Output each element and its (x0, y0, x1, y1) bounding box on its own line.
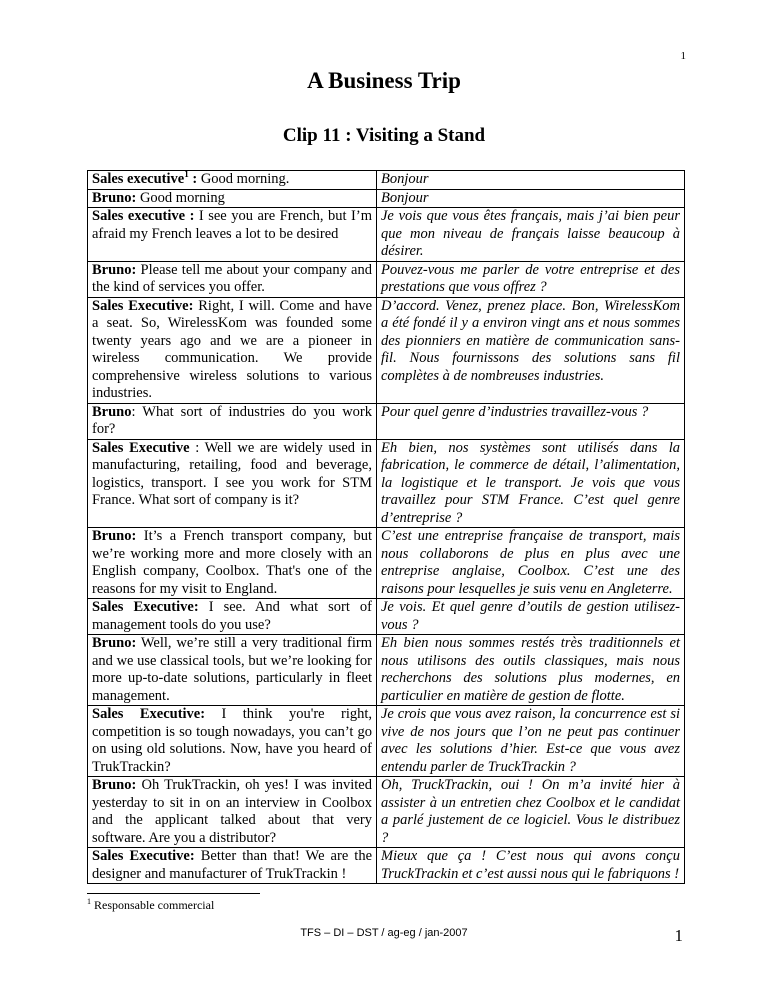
english-text: It’s a French transport company, but we’re working more and more closely with an English company, Coolbox. That's one of the reasons for my visit to England. (92, 528, 372, 597)
speaker-name: Bruno: (92, 189, 137, 206)
speaker-name: Sales Executive (92, 439, 190, 456)
footnote (87, 898, 214, 913)
speaker-name: Sales Executive: (92, 706, 206, 722)
english-text: Good morning (136, 189, 225, 206)
dialogue-row (88, 261, 685, 297)
dialogue-row (88, 439, 685, 528)
page-number-bottom: 1 (674, 926, 683, 945)
english-text: I think you're right, competition is so tough nowadays, you can’t go on using old solutions. Now, have you heard of TrukTrackin? (92, 706, 373, 775)
speaker-name: Sales executive : (92, 208, 199, 224)
english-text: Please tell me about your company and the kind of services you offer. (92, 261, 372, 295)
english-line (88, 599, 377, 635)
french-translation: Je crois que vous avez raison, la concurrence est si vive de nos jours que l’on ne peut pas continuer avec les solutions d’hier. Est-ce que vous avez entendu parler de TruckTrackin ? (377, 706, 685, 777)
english-text: Right, I will. Come and have a seat. So, WirelessKom was founded some twenty years ago and we are a pioneer in wireless communication. We provide comprehensive wireless solutions to various industries. (92, 297, 373, 401)
french-translation: Mieux que ça ! C’est nous qui avons conçu TruckTrackin et c’est aussi nous qui le fabriquons ! (377, 848, 685, 884)
dialogue-row (88, 403, 685, 439)
english-line (88, 403, 377, 439)
speaker-name: Bruno: (92, 261, 137, 278)
dialogue-row (88, 189, 685, 208)
footer-reference: TFS – DI – DST / ag-eg / jan-2007 (300, 927, 468, 939)
document-subtitle: Clip 11 : Visiting a Stand (282, 125, 486, 146)
english-text: : Well we are widely used in manufacturing, retailing, food and beverage, logistics, transport. I see you work for STM France. What sort of company is it? (92, 439, 373, 508)
footnote-text: Responsable commercial (91, 898, 215, 912)
english-text: Good morning. (200, 171, 290, 187)
dialogue-row (88, 171, 685, 190)
english-line (88, 189, 377, 208)
french-translation: Eh bien nous sommes restés très traditionnels et nous utilisons des outils classiques, mais nous recherchons des solutions plus modernes, en particulier en matière de gestion de flotte. (377, 635, 685, 706)
dialogue-row (88, 706, 685, 777)
footnote-reference-mark: 1 (184, 169, 189, 180)
french-translation: C’est une entreprise française de transport, mais nous collaborons de plus en plus avec une entreprise anglaise, Coolbox. C’est une des raisons pour lesquelles je suis venu en Angleterre. (377, 528, 685, 599)
french-translation: Bonjour (377, 171, 685, 190)
dialogue-row (88, 599, 685, 635)
english-line (88, 171, 377, 190)
french-translation: Bonjour (377, 189, 685, 208)
english-text: Well, we’re still a very traditional firm and we use classical tools, but we’re looking for more up-to-date solutions, particularly in fleet management. (92, 635, 372, 704)
speaker-name: Bruno: (92, 635, 137, 651)
english-text: Better than that! We are the designer and manufacturer of TrukTrackin ! (92, 848, 373, 882)
speaker-name: Bruno: (92, 777, 137, 793)
english-line (88, 261, 377, 297)
english-line (88, 208, 377, 262)
dialogue-row (88, 848, 685, 884)
dialogue-row (88, 635, 685, 706)
french-translation: Oh, TruckTrackin, oui ! On m’a invité hier à assister à un entretien chez Coolbox et le candidat a parlé justement de ce logiciel. Vous le distribuez ? (377, 777, 685, 848)
english-line (88, 635, 377, 706)
dialogue-table-body (88, 171, 685, 884)
english-line (88, 297, 377, 403)
english-text: I see you are French, but I’m afraid my French leaves a lot to be desired (92, 208, 372, 242)
english-line (88, 706, 377, 777)
dialogue-table (87, 170, 685, 884)
document-title: A Business Trip (307, 68, 461, 93)
english-text: Oh TrukTrackin, oh yes! I was invited yesterday to sit in on an interview in Coolbox and the applicant talked about that very software. Are you a distributor? (92, 777, 372, 846)
page-number-top: 1 (680, 50, 686, 62)
speaker-name: Sales Executive: (92, 599, 199, 615)
speaker-name: Bruno (92, 403, 132, 420)
footnote-mark: 1 (87, 897, 91, 906)
english-line (88, 439, 377, 528)
french-translation: Pouvez-vous me parler de votre entreprise et des prestations que vous offrez ? (377, 261, 685, 297)
speaker-name: Bruno: (92, 528, 137, 544)
english-text: : What sort of industries do you work for? (92, 403, 372, 437)
dialogue-row (88, 528, 685, 599)
french-translation: Je vois que vous êtes français, mais j’ai bien peur que mon niveau de français laisse beaucoup à désirer. (377, 208, 685, 262)
dialogue-row (88, 297, 685, 403)
english-line (88, 848, 377, 884)
footnote-divider (87, 893, 260, 894)
dialogue-row (88, 777, 685, 848)
speaker-name: Sales Executive: (92, 848, 195, 864)
english-text: I see. And what sort of management tools do you use? (92, 599, 373, 633)
english-line (88, 528, 377, 599)
english-line (88, 777, 377, 848)
french-translation: Eh bien, nos systèmes sont utilisés dans la fabrication, le commerce de détail, l’alimentation, la logistique et le transport. Je vois que vous travaillez pour STM France. C’est quel genre d’entreprise ? (377, 439, 685, 528)
speaker-name: Sales executive$^1$ : (92, 169, 201, 187)
french-translation: D’accord. Venez, prenez place. Bon, WirelessKom a été fondé il y a environ vingt ans et nous sommes des pionniers en matière de communication sans-fil. Nous fournissons des solutions sans fil complètes à de nombreuses industries. (377, 297, 685, 403)
speaker-name: Sales Executive: (92, 297, 194, 314)
french-translation: Pour quel genre d’industries travaillez-vous ? (377, 403, 685, 439)
french-translation: Je vois. Et quel genre d’outils de gestion utilisez-vous ? (377, 599, 685, 635)
dialogue-row (88, 208, 685, 262)
